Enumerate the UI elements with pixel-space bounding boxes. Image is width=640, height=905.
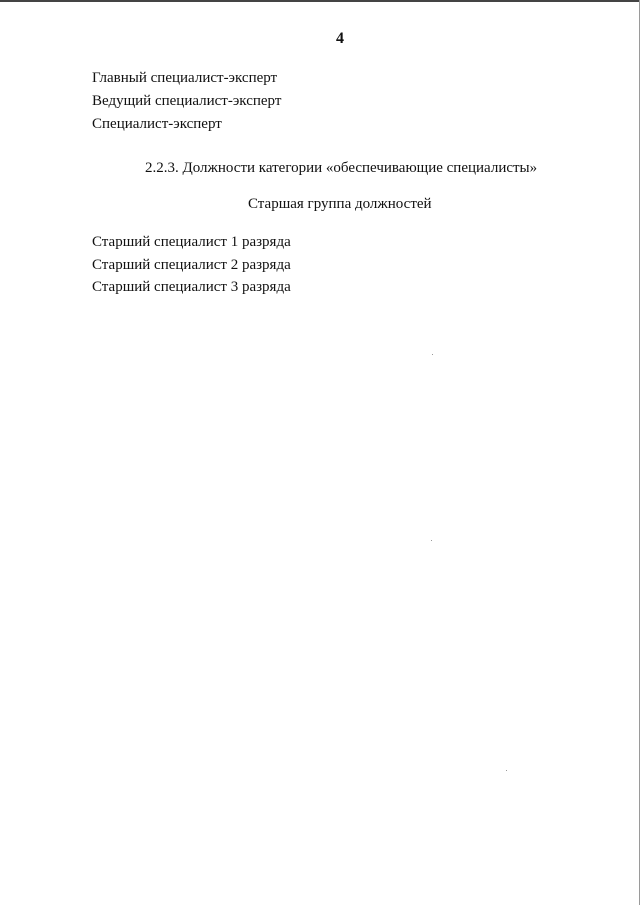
scan-speck: [506, 770, 507, 771]
section-heading: 2.2.3. Должности категории «обеспечивающие специалисты»: [145, 160, 538, 176]
position-senior-specialist-1: Старший специалист 1 разряда: [92, 234, 291, 250]
scan-speck: [432, 354, 433, 355]
position-specialist-expert: Специалист-эксперт: [92, 116, 222, 132]
position-chief-specialist-expert: Главный специалист-эксперт: [92, 70, 278, 86]
group-heading: Старшая группа должностей: [248, 196, 432, 212]
position-senior-specialist-2: Старший специалист 2 разряда: [92, 257, 291, 273]
page-number: 4: [336, 30, 344, 47]
page-top-border: [0, 0, 640, 2]
position-senior-specialist-3: Старший специалист 3 разряда: [92, 279, 291, 295]
scan-speck: [431, 540, 432, 541]
position-leading-specialist-expert: Ведущий специалист-эксперт: [92, 93, 282, 109]
